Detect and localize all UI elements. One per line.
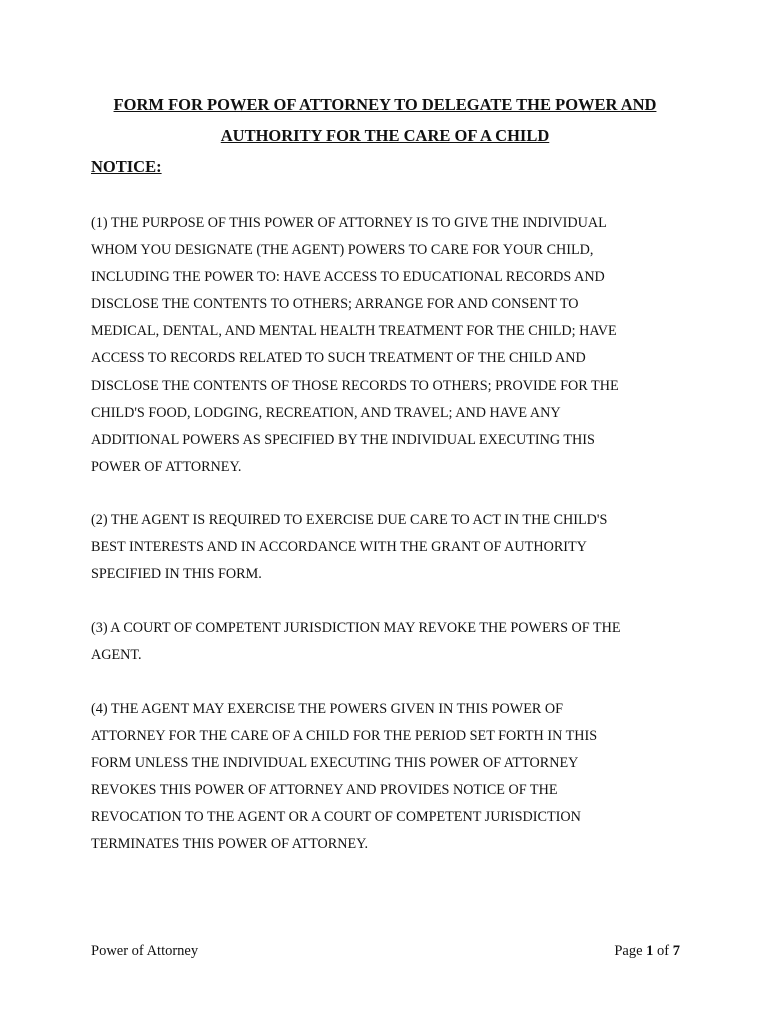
paragraph-3	[91, 615, 691, 669]
paragraph-line: WHOM YOU DESIGNATE (THE AGENT) POWERS TO CARE FOR YOUR CHILD,	[91, 242, 594, 259]
paragraph-line: INCLUDING THE POWER TO: HAVE ACCESS TO EDUCATIONAL RECORDS AND	[91, 269, 605, 286]
page-total: 7	[672, 943, 680, 959]
paragraph-line: CHILD'S FOOD, LODGING, RECREATION, AND TRAVEL; AND HAVE ANY	[91, 404, 561, 421]
footer-document-name: Power of Attorney	[91, 943, 199, 959]
paragraph-line: (3) A COURT OF COMPETENT JURISDICTION MAY REVOKE THE POWERS OF THE	[91, 620, 621, 636]
paragraph-line: ADDITIONAL POWERS AS SPECIFIED BY THE INDIVIDUAL EXECUTING THIS	[91, 431, 595, 448]
paragraph-line: MEDICAL, DENTAL, AND MENTAL HEALTH TREATMENT FOR THE CHILD; HAVE	[91, 323, 617, 340]
paragraph-line: BEST INTERESTS AND IN ACCORDANCE WITH THE GRANT OF AUTHORITY	[91, 539, 587, 556]
notice-heading: NOTICE:	[91, 157, 162, 176]
paragraph-line: POWER OF ATTORNEY.	[91, 458, 242, 475]
paragraph-line: (2) THE AGENT IS REQUIRED TO EXERCISE DUE CARE TO ACT IN THE CHILD'S	[91, 512, 608, 528]
paragraph-line: TERMINATES THIS POWER OF ATTORNEY.	[91, 836, 369, 853]
paragraph-1	[91, 210, 691, 481]
paragraph-line: DISCLOSE THE CONTENTS TO OTHERS; ARRANGE FOR AND CONSENT TO	[91, 296, 579, 313]
paragraph-line: (4) THE AGENT MAY EXERCISE THE POWERS GIVEN IN THIS POWER OF	[91, 701, 564, 717]
title-line-2: AUTHORITY FOR THE CARE OF A CHILD	[220, 126, 550, 145]
footer-page-number	[614, 941, 680, 961]
paragraph-line: REVOKES THIS POWER OF ATTORNEY AND PROVIDES NOTICE OF THE	[91, 782, 558, 799]
paragraph-line: AGENT.	[91, 647, 142, 664]
paragraph-line: ATTORNEY FOR THE CARE OF A CHILD FOR THE PERIOD SET FORTH IN THIS	[91, 728, 598, 745]
page-current: 1	[646, 943, 654, 959]
paragraph-line: ACCESS TO RECORDS RELATED TO SUCH TREATMENT OF THE CHILD AND	[91, 350, 586, 367]
paragraph-line: (1) THE PURPOSE OF THIS POWER OF ATTORNEY IS TO GIVE THE INDIVIDUAL	[91, 215, 607, 231]
paragraph-2	[91, 507, 691, 588]
page-prefix: Page	[614, 943, 643, 959]
document-title	[60, 89, 710, 151]
page-of: of	[657, 943, 670, 959]
paragraph-line: DISCLOSE THE CONTENTS OF THOSE RECORDS TO OTHERS; PROVIDE FOR THE	[91, 377, 619, 394]
paragraph-line: FORM UNLESS THE INDIVIDUAL EXECUTING THIS POWER OF ATTORNEY	[91, 755, 579, 772]
paragraph-line: REVOCATION TO THE AGENT OR A COURT OF COMPETENT JURISDICTION	[91, 809, 581, 826]
title-line-1: FORM FOR POWER OF ATTORNEY TO DELEGATE THE POWER AND	[113, 95, 657, 114]
paragraph-4	[91, 696, 691, 859]
paragraph-line: SPECIFIED IN THIS FORM.	[91, 566, 262, 583]
